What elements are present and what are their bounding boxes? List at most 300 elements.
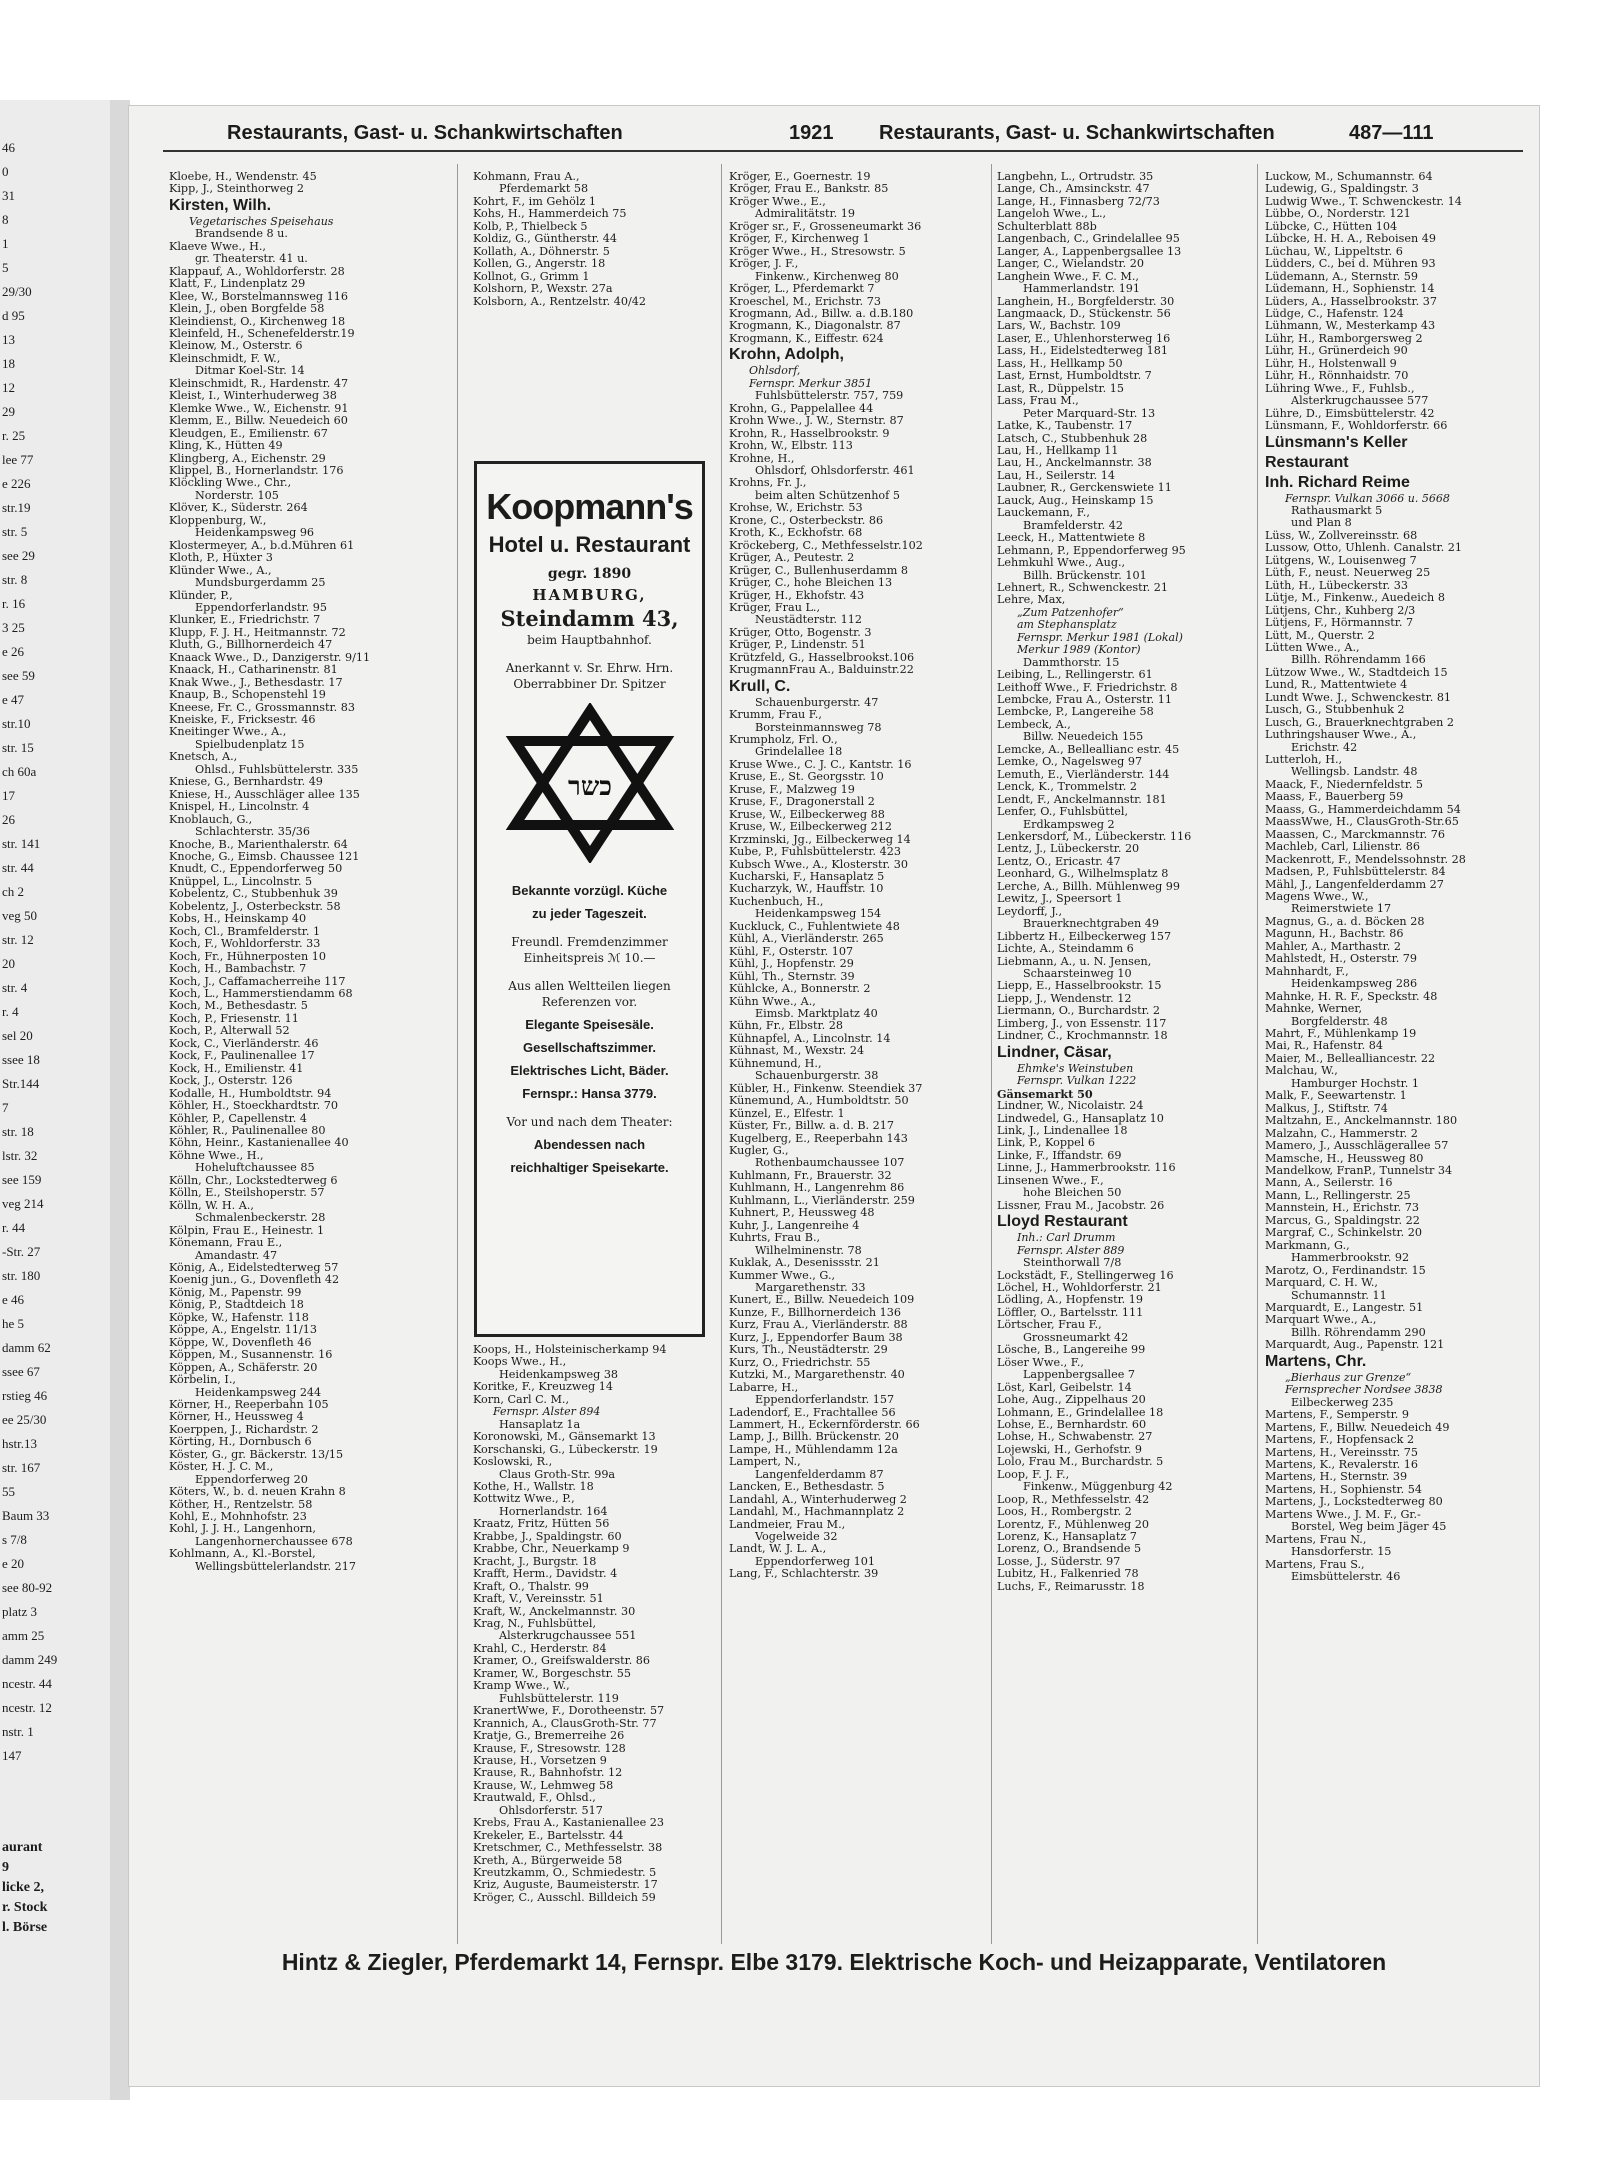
directory-entry: Lau, H., Hellkamp 11 [997, 444, 1119, 457]
advert-street: Steindamm 43, [500, 606, 679, 631]
directory-entry: Kühn, Fr., Elbstr. 28 [729, 1020, 843, 1033]
directory-entry: Lusch, G., Brauerknechtgraben 2 [1265, 716, 1454, 729]
previous-page-strip [0, 100, 110, 2100]
directory-entry: Kohmann, Frau A., [473, 171, 580, 183]
directory-entry: Ohlsdorf, [749, 364, 801, 378]
directory-entry: Admiralitätstr. 19 [755, 208, 855, 221]
directory-entry: Kurz, J., Eppendorfer Baum 38 [729, 1331, 903, 1344]
directory-entry: Kühlcke, A., Bonnerstr. 2 [729, 983, 871, 996]
previous-page-line: ch 60a [2, 764, 37, 779]
column-1 [169, 171, 421, 1941]
directory-entry: Lohse, E., Bernhardstr. 60 [997, 1418, 1147, 1431]
directory-entry: Lindner, C., Krochmannstr. 18 [997, 1030, 1168, 1043]
directory-entry: Kraft, O., Thalstr. 99 [473, 1580, 589, 1593]
directory-entry: Labarre, H., [729, 1381, 799, 1394]
directory-entry: Lünsmann, F., Wohldorferstr. 66 [1265, 420, 1448, 433]
previous-page-line: ssee 67 [2, 1364, 40, 1379]
directory-entry: Lenfer, O., Fuhlsbüttel, [997, 806, 1129, 819]
directory-entry: Krabbe, J., Spaldingstr. 60 [473, 1530, 622, 1543]
directory-entry: Eimsbüttelerstr. 46 [1291, 1571, 1401, 1584]
directory-entry: Löst, Karl, Geibelstr. 14 [997, 1381, 1132, 1394]
advert-title: Koopmann's [486, 486, 693, 527]
directory-entry: Limberg, J., von Essenstr. 117 [997, 1017, 1167, 1030]
directory-entry: Kröger sr., F., Grosseneumarkt 36 [729, 220, 922, 233]
directory-entry: Fernspr. Alster 889 [1017, 1243, 1125, 1257]
directory-entry: Lockstädt, F., Stellingerweg 16 [997, 1269, 1174, 1282]
directory-entry: Lubitz, H., Falkenried 78 [997, 1568, 1139, 1581]
directory-entry: Ohlsdorf, Ohlsdorferstr. 461 [755, 464, 915, 477]
directory-entry: Borstel, Weg beim Jäger 45 [1291, 1521, 1447, 1534]
directory-entry: Schauenburgerstr. 47 [755, 696, 879, 709]
directory-entry: König, A., Eidelstedterweg 57 [169, 1261, 339, 1274]
directory-entry: Kottwitz Wwe., P., [473, 1493, 575, 1506]
directory-entry: Lauckemann, F., [997, 507, 1090, 520]
directory-entry: Kreth, A., Bürgerweide 58 [473, 1854, 623, 1867]
directory-entry: Mann, A., Seilerstr. 16 [1265, 1177, 1393, 1190]
directory-entry: Köppe, A., Engelstr. 11/13 [169, 1324, 318, 1337]
directory-entry: Körner, H., Heussweg 4 [169, 1411, 304, 1424]
advert-theater-1: Vor und nach dem Theater: [506, 1115, 673, 1129]
directory-entry: Magnus, G., a. d. Böcken 28 [1265, 915, 1425, 928]
directory-entry: Wilhelminenstr. 78 [755, 1244, 862, 1257]
directory-entry: Norderstr. 105 [195, 489, 279, 502]
previous-page-line: r. 25 [2, 428, 26, 443]
directory-entry: Lühr, H., Holstenwall 9 [1265, 357, 1397, 370]
directory-entry: Krag, N., Fuhlsbüttel, [473, 1617, 596, 1630]
directory-entry: Krause, F., Stresowstr. 128 [473, 1742, 626, 1755]
directory-entry: Brauerknechtgraben 49 [1023, 918, 1159, 931]
directory-entry: Köhler, P., Capellenstr. 4 [169, 1112, 307, 1125]
directory-entry: Kröckeberg, C., Methfesselstr.102 [729, 539, 923, 552]
directory-entry: Koch, F., Wohldorferstr. 33 [169, 938, 321, 951]
directory-entry: Mamero, J., Ausschlägerallee 57 [1265, 1140, 1449, 1153]
directory-entry: Martens Wwe., J. M. F., Gr.- [1265, 1508, 1421, 1521]
previous-page-line: amm 25 [2, 1628, 45, 1643]
directory-entry: Krüger, C., Bullenhuserdamm 8 [729, 564, 909, 577]
directory-entry: Kollath, A., Döhnerstr. 5 [473, 245, 610, 258]
directory-entry: Krüger, A., Peutestr. 2 [729, 552, 855, 565]
directory-entry: Reimerstwiete 17 [1291, 903, 1392, 916]
directory-entry: Lindner, W., Nicolaistr. 24 [997, 1100, 1144, 1113]
directory-entry: Köther, H., Rentzelstr. 58 [169, 1498, 313, 1511]
directory-entry: Maassen, C., Marckmannstr. 76 [1265, 828, 1445, 841]
directory-entry: Mahnke, Werner, [1265, 1003, 1363, 1016]
directory-entry: Heidenkampsweg 286 [1291, 978, 1418, 991]
directory-entry: Lüdders, C., bei d. Mühren 93 [1265, 258, 1436, 271]
directory-entry: Martens, H., Sophienstr. 54 [1265, 1483, 1422, 1496]
directory-entry: Claus Groth-Str. 99a [499, 1468, 616, 1481]
directory-entry: Marotz, O., Ferdinandstr. 15 [1265, 1264, 1426, 1277]
directory-entry: Körbelin, I., [169, 1374, 236, 1387]
previous-page-line: 29 [2, 404, 15, 419]
column-2-bottom [473, 1344, 725, 1944]
directory-entry: Krekeler, E., Bartelsstr. 44 [473, 1829, 624, 1842]
directory-entry: Hammerlandstr. 191 [1023, 283, 1141, 296]
directory-entry: Langenhornerchaussee 678 [195, 1535, 353, 1548]
directory-entry: Krone, C., Osterbeckstr. 86 [729, 514, 884, 527]
directory-entry: Kretschmer, C., Methfesselstr. 38 [473, 1842, 663, 1855]
directory-entry: Mahler, A., Marthastr. 2 [1265, 940, 1401, 953]
directory-entry: Kühl, F., Osterstr. 107 [729, 945, 854, 958]
directory-entry: Koslowski, R., [473, 1456, 553, 1469]
directory-entry: Amandastr. 47 [195, 1249, 278, 1262]
directory-entry: Eppendorferlandstr. 95 [195, 601, 327, 614]
directory-entry: Kraft, V., Vereinsstr. 51 [473, 1593, 604, 1606]
directory-entry: Dammthorstr. 15 [1023, 656, 1120, 669]
directory-entry: Krohns, Fr. J., [729, 477, 807, 490]
directory-entry: Krebs, Frau A., Kastanienallee 23 [473, 1817, 665, 1830]
directory-entry: Ditmar Koel-Str. 14 [195, 365, 305, 378]
advert-society: Gesellschaftszimmer. [523, 1040, 656, 1055]
directory-entry: Kohl, E., Mohnhofstr. 23 [169, 1511, 307, 1524]
directory-entry: Ohlsdorferstr. 517 [499, 1804, 603, 1817]
previous-page-line: e 47 [2, 692, 25, 707]
directory-entry: Krohn, G., Pappelallee 44 [729, 402, 874, 415]
directory-entry: Lübcke, H. H. A., Reboisen 49 [1265, 233, 1436, 246]
directory-entry: Grossneumarkt 42 [1023, 1331, 1129, 1344]
advert-references-2: Referenzen vor. [541, 995, 638, 1009]
previous-page-line: str. 141 [2, 836, 41, 851]
directory-entry: Lehre, Max, [997, 594, 1066, 607]
directory-entry: Heidenkampsweg 244 [195, 1386, 322, 1399]
directory-entry: Marquardt, E., Langestr. 51 [1265, 1301, 1424, 1314]
previous-page-line: ncestr. 44 [2, 1676, 52, 1691]
directory-entry: Lampe, H., Mühlendamm 12a [729, 1443, 898, 1456]
directory-entry: Lüdemann, A., Sternstr. 59 [1265, 270, 1419, 283]
previous-page-line: 1 [2, 236, 9, 251]
directory-entry: Kraft, W., Anckelmannstr. 30 [473, 1605, 636, 1618]
directory-entry: Langhein Wwe., F. C. M., [997, 270, 1139, 283]
directory-entry: Kühn Wwe., A., [729, 995, 816, 1008]
directory-entry: Kohrt, F., im Gehölz 1 [473, 195, 597, 208]
directory-entry: Loop, R., Methfesselstr. 42 [997, 1493, 1150, 1506]
directory-entry: Kloebe, H., Wendenstr. 45 [169, 171, 317, 183]
directory-entry: Madsen, P., Fuhlsbüttelerstr. 84 [1265, 866, 1446, 879]
directory-entry: Lübbe, O., Norderstr. 121 [1265, 208, 1411, 221]
previous-page-line: 29/30 [2, 284, 32, 299]
directory-entry: Erichstr. 42 [1291, 741, 1358, 754]
directory-heading: Restaurant [1265, 453, 1349, 471]
advert-city: HAMBURG, [532, 586, 647, 604]
directory-entry: Schaarsteinweg 10 [1023, 968, 1132, 980]
directory-entry: Eppendorferweg 20 [195, 1473, 308, 1486]
directory-entry: Fuhlsbüttelerstr. 119 [499, 1692, 619, 1705]
directory-entry: Klippel, B., Hornerlandstr. 176 [169, 464, 344, 477]
directory-entry: Kuhlmann, L., Vierländerstr. 259 [729, 1194, 915, 1207]
directory-entry: Eimsb. Marktplatz 40 [755, 1008, 878, 1020]
directory-heading: Martens, Chr. [1265, 1352, 1367, 1370]
directory-entry: Lass, H., Hellkamp 50 [997, 357, 1123, 370]
previous-page-line: ncestr. 12 [2, 1700, 52, 1715]
directory-entry: Koronowski, M., Gänsemarkt 13 [473, 1431, 656, 1444]
directory-entry: Kruse Wwe., C. J. C., Kantstr. 16 [729, 758, 912, 771]
directory-entry: Lüders, A., Hasselbrookstr. 37 [1265, 295, 1437, 308]
previous-page-line: str. 5 [2, 524, 28, 539]
directory-entry: Lau, H., Seilerstr. 14 [997, 469, 1115, 482]
directory-entry: Koerppen, J., Richardstr. 2 [169, 1423, 319, 1436]
previous-page-line: str. 180 [2, 1268, 41, 1283]
directory-entry: Koch, P., Alterwall 52 [169, 1025, 290, 1038]
previous-page-line: hstr.13 [2, 1436, 38, 1451]
directory-entry: Knudt, C., Eppendorferweg 50 [169, 863, 343, 876]
previous-page-line: 8 [2, 212, 9, 227]
previous-page-line: r. 16 [2, 596, 26, 611]
advert-subtitle: Hotel u. Restaurant [488, 532, 691, 557]
directory-entry: Krohn, W., Elbstr. 113 [729, 440, 853, 453]
directory-entry: Kroeschel, M., Erichstr. 73 [729, 295, 881, 308]
directory-entry: Fernspr. Vulkan 1222 [1017, 1074, 1137, 1088]
directory-entry: Lembcke, Frau A., Osterstr. 11 [997, 694, 1172, 707]
previous-page-line: s 7/8 [2, 1532, 27, 1547]
directory-heading: Krull, C. [729, 677, 791, 695]
directory-entry: Alsterkrugchaussee 551 [499, 1630, 637, 1643]
directory-entry: Ludewig, G., Spaldingstr. 3 [1265, 183, 1419, 196]
directory-entry: Kock, H., Emilienstr. 41 [169, 1062, 304, 1075]
directory-entry: Löchel, H., Wohldorferstr. 21 [997, 1281, 1162, 1294]
directory-entry: Kröger Wwe., E., [729, 195, 826, 208]
directory-entry: Korschanski, G., Lübeckerstr. 19 [473, 1443, 658, 1456]
directory-entry: Mahnke, H. R. F., Speckstr. 48 [1265, 990, 1438, 1003]
directory-entry: Kroth, K., Eckhofstr. 68 [729, 527, 863, 540]
directory-entry: Gänsemarkt 50 [997, 1086, 1093, 1101]
directory-entry: Krohn Wwe., J. W., Sternstr. 87 [729, 415, 904, 428]
previous-page-line: str. 167 [2, 1460, 41, 1475]
directory-entry: Löffler, O., Bartelsstr. 111 [997, 1306, 1144, 1319]
directory-entry: Klein, J., oben Borgfelde 58 [169, 303, 325, 316]
directory-entry: „Zum Patzenhofer“ [1017, 605, 1124, 619]
directory-entry: Lammert, H., Eckernförderstr. 66 [729, 1418, 920, 1431]
directory-entry: Kurz, O., Friedrichstr. 55 [729, 1356, 871, 1369]
directory-entry: Martens, F., Semperstr. 9 [1265, 1409, 1409, 1422]
directory-entry: Knoche, B., Marienthalerstr. 64 [169, 838, 348, 851]
directory-entry: Knüppel, L., Lincolnstr. 5 [169, 875, 313, 888]
directory-entry: Landmeier, Frau M., [729, 1518, 846, 1531]
directory-entry: Lehmkuhl Wwe., Aug., [997, 557, 1126, 570]
directory-entry: Lembeck, A., [997, 718, 1071, 731]
directory-entry: Lerche, A., Billh. Mühlenweg 99 [997, 880, 1181, 893]
directory-entry: Kröger, C., Ausschl. Billdeich 59 [473, 1891, 656, 1904]
column-divider [1257, 164, 1258, 1944]
directory-entry: Lutterloh, H., [1265, 754, 1343, 767]
directory-entry: Kloth, P., Hüxter 3 [169, 552, 273, 565]
directory-entry: Bramfelderstr. 42 [1023, 519, 1124, 532]
directory-entry: Langbehn, L., Ortrudstr. 35 [997, 171, 1154, 183]
previous-page-ad-line: aurant [2, 1840, 43, 1855]
directory-entry: Kölpin, Frau E., Heinestr. 1 [169, 1224, 325, 1237]
directory-entry: Lund, R., Mattentwiete 4 [1265, 679, 1408, 692]
directory-entry: Steinthorwall 7/8 [1023, 1257, 1122, 1270]
directory-entry: Malzahn, C., Hammerstr. 2 [1265, 1127, 1418, 1140]
directory-entry: Kohlmann, A., Kl.-Borstel, [169, 1548, 316, 1561]
previous-page-line: he 5 [2, 1316, 25, 1331]
previous-page-line: 0 [2, 164, 9, 179]
directory-entry: hohe Bleichen 50 [1023, 1187, 1122, 1200]
directory-entry: Billh. Brückenstr. 101 [1023, 569, 1147, 582]
previous-page-line: str. 44 [2, 860, 34, 875]
directory-entry: Kohl, J. J. H., Langenhorn, [169, 1523, 316, 1536]
directory-entry: Korn, Carl C. M., [473, 1393, 570, 1406]
directory-entry: Loos, H., Rombergstr. 2 [997, 1506, 1132, 1519]
directory-entry: Knispel, H., Lincolnstr. 4 [169, 801, 310, 814]
directory-entry: Alsterkrugchaussee 577 [1291, 395, 1429, 408]
directory-entry: Martens, K., Revalerstr. 16 [1265, 1458, 1418, 1471]
directory-entry: Lampert, N., [729, 1456, 801, 1469]
directory-entry: Kodalle, H., Humboldtstr. 94 [169, 1087, 332, 1100]
directory-entry: Krannich, A., ClausGroth-Str. 77 [473, 1717, 657, 1730]
directory-entry: Kurs, Th., Neustädterstr. 29 [729, 1344, 888, 1357]
directory-entry: Landahl, M., Hachmannplatz 2 [729, 1506, 905, 1519]
directory-entry: Hammerbrookstr. 92 [1291, 1252, 1410, 1265]
directory-entry: Hamburger Hochstr. 1 [1291, 1077, 1419, 1090]
directory-entry: Linsenen Wwe., F., [997, 1174, 1104, 1187]
directory-entry: Krumpholz, Frl. O., [729, 734, 838, 747]
directory-entry: Klatt, F., Lindenplatz 29 [169, 278, 306, 291]
directory-entry: Lembcke, P., Langereihe 58 [997, 706, 1154, 719]
previous-page-ad-line: 9 [2, 1860, 9, 1875]
directory-entry: Kniese, G., Bernhardstr. 49 [169, 776, 323, 789]
directory-heading: Kirsten, Wilh. [169, 196, 272, 214]
directory-entry: Spielbudenplatz 15 [195, 738, 305, 751]
directory-entry: Kleist, I., Winterhuderweg 38 [169, 390, 337, 403]
directory-entry: Krause, R., Bahnhofstr. 12 [473, 1767, 623, 1780]
previous-page-line: r. 4 [2, 1004, 19, 1019]
directory-entry: Kugelberg, E., Reeperbahn 143 [729, 1132, 908, 1145]
directory-entry: Krüger, P., Lindenstr. 51 [729, 639, 866, 652]
directory-entry: Lichte, A., Steindamm 6 [997, 943, 1134, 956]
directory-entry: Kube, P., Fuhlsbüttelerstr. 423 [729, 846, 901, 859]
directory-entry: Wellingsb. Landstr. 48 [1291, 766, 1418, 779]
directory-entry: Mahrt, F., Mühlenkamp 19 [1265, 1028, 1417, 1040]
column-divider [721, 164, 722, 1944]
directory-entry: gr. Theaterstr. 41 u. [195, 253, 308, 266]
directory-entry: Koch, H., Bambachstr. 7 [169, 963, 307, 976]
directory-entry: Lorenz, O., Brandsende 5 [997, 1543, 1142, 1556]
directory-entry: Kröger Wwe., H., Stresowstr. 5 [729, 245, 906, 258]
directory-entry: Kölln, W. H. A., [169, 1199, 254, 1212]
directory-entry: Mann, L., Rellingerstr. 25 [1265, 1189, 1411, 1202]
directory-entry: Schauenburgerstr. 38 [755, 1070, 879, 1083]
directory-entry: Marquardt, Aug., Papenstr. 121 [1265, 1339, 1445, 1352]
directory-entry: Kock, F., Paulinenallee 17 [169, 1050, 315, 1063]
previous-page-line: str. 12 [2, 932, 34, 947]
directory-entry: Köpke, W., Hafenstr. 118 [169, 1311, 309, 1324]
previous-page-line: 147 [2, 1748, 22, 1763]
directory-entry: Krohne, H., [729, 452, 795, 465]
directory-entry: Kuckluck, C., Fuhlentwiete 48 [729, 920, 900, 933]
directory-entry: Koldiz, G., Güntherstr. 44 [473, 233, 618, 246]
directory-entry: Körner, H., Reeperbahn 105 [169, 1398, 329, 1411]
directory-entry: Lützow Wwe., W., Stadtdeich 15 [1265, 666, 1448, 679]
directory-entry: Schlachterstr. 35/36 [195, 826, 311, 839]
directory-entry: Lenkersdorf, M., Lübeckerstr. 116 [997, 831, 1192, 844]
directory-entry: Billh. Röhrendamm 290 [1291, 1326, 1426, 1339]
column-divider [991, 164, 992, 1944]
directory-entry: Mundsburgerdamm 25 [195, 577, 326, 590]
directory-entry: Lütjens, F., Hörmannstr. 7 [1265, 617, 1414, 630]
directory-entry: Kling, K., Hütten 49 [169, 440, 283, 453]
directory-entry: Lütgens, W., Louisenweg 7 [1265, 554, 1417, 567]
directory-entry: Kruse, W., Eilbeckerweg 88 [729, 808, 885, 821]
directory-entry: Köppen, M., Susannenstr. 16 [169, 1349, 333, 1362]
directory-entry: Langenfelderdamm 87 [755, 1468, 884, 1481]
directory-entry: Lindwedel, G., Hansaplatz 10 [997, 1112, 1164, 1125]
directory-entry: Martens, J., Lockstedterweg 80 [1265, 1496, 1443, 1509]
previous-page-line: 26 [2, 812, 15, 827]
directory-entry: Lüth, F., neust. Neuerweg 25 [1265, 567, 1431, 580]
directory-entry: Krause, W., Lehmweg 58 [473, 1779, 614, 1792]
directory-entry: Krogmann, K., Diagonalstr. 87 [729, 320, 901, 333]
directory-entry: Krause, H., Vorsetzen 9 [473, 1754, 607, 1767]
directory-entry: Lühr, H., Ramborgersweg 2 [1265, 332, 1423, 345]
directory-entry: Mandelkow, FranP., Tunnelstr 34 [1265, 1164, 1453, 1177]
previous-page-line: platz 3 [2, 1604, 38, 1619]
previous-page-line: rstieg 46 [2, 1388, 48, 1403]
directory-entry: Klingberg, A., Eichenstr. 29 [169, 452, 326, 465]
directory-entry: Kunze, F., Billhornerdeich 136 [729, 1306, 901, 1319]
previous-page-line: 7 [2, 1100, 9, 1115]
previous-page-line: veg 50 [2, 908, 38, 923]
directory-entry: Martens, Frau N., [1265, 1533, 1367, 1546]
directory-entry: Koch, Cl., Bramfelderstr. 1 [169, 925, 321, 938]
directory-entry: Latsch, C., Stubbenhuk 28 [997, 432, 1148, 445]
directory-entry: Krumm, Frau F., [729, 709, 822, 722]
directory-entry: Krabbe, Chr., Neuerkamp 9 [473, 1543, 630, 1556]
previous-page-line: str. 15 [2, 740, 34, 755]
column-4 [997, 171, 1249, 1941]
advert-rooms-1: Freundl. Fremdenzimmer [511, 935, 668, 949]
directory-entry: Lass, H., Eidelstedterweg 181 [997, 345, 1168, 358]
directory-entry: Kracht, J., Burgstr. 18 [473, 1555, 597, 1568]
directory-entry: Kobelentz, J., Osterbeckstr. 58 [169, 900, 341, 913]
running-header [129, 118, 1539, 152]
directory-entry: Köhler, R., Paulinenallee 80 [169, 1124, 326, 1137]
directory-entry: Lissner, Frau M., Jacobstr. 26 [997, 1199, 1165, 1212]
directory-entry: Kramp Wwe., W., [473, 1680, 570, 1693]
directory-entry: Kollen, G., Angerstr. 18 [473, 258, 606, 271]
directory-entry: Lentz, J., Lübeckerstr. 20 [997, 843, 1140, 856]
directory-entry: Kolb, P., Thielbeck 5 [473, 220, 588, 233]
previous-page-line: 3 25 [2, 620, 25, 635]
previous-page-line: 18 [2, 356, 15, 371]
directory-entry: Köhn, Heinr., Kastanienallee 40 [169, 1137, 349, 1150]
directory-entry: Kröger, L., Pferdemarkt 7 [729, 283, 875, 296]
directory-entry: Knaup, B., Schopenstehl 19 [169, 689, 326, 702]
directory-entry: Lütt, M., Querstr. 2 [1265, 629, 1375, 642]
directory-entry: Liermann, O., Burchardstr. 2 [997, 1005, 1160, 1018]
directory-entry: Lusch, G., Stubbenhuk 2 [1265, 704, 1405, 717]
previous-page-line: str. 18 [2, 1124, 34, 1139]
previous-page-line: 31 [2, 188, 15, 203]
directory-entry: Inh.: Carl Drumm [1017, 1231, 1116, 1245]
directory-entry: Lorentz, F., Mühlenweg 20 [997, 1518, 1149, 1531]
directory-entry: Kobs, H., Heinskamp 40 [169, 913, 307, 926]
directory-entry: Kleindienst, O., Kirchenweg 18 [169, 315, 346, 328]
directory-entry: Lüth, H., Lübeckerstr. 33 [1265, 579, 1409, 592]
directory-entry: Krafft, Herm., Davidstr. 4 [473, 1568, 618, 1581]
directory-entry: Knoblauch, G., [169, 813, 253, 826]
directory-entry: Lemuth, E., Vierländerstr. 144 [997, 768, 1170, 781]
directory-entry: Krahl, C., Herderstr. 84 [473, 1642, 607, 1655]
directory-entry: Eppendorferlandstr. 157 [755, 1394, 895, 1407]
directory-entry: Koch, P., Friesenstr. 11 [169, 1012, 299, 1025]
directory-heading: Inh. Richard Reime [1265, 473, 1410, 491]
header-rule [163, 150, 1523, 152]
directory-entry: Markmann, G., [1265, 1239, 1350, 1252]
directory-entry: Fernspr. Alster 894 [493, 1405, 601, 1419]
directory-entry: Mamsche, H., Heussweg 80 [1265, 1152, 1424, 1165]
directory-entry: Kruse, F., Dragonerstall 2 [729, 796, 875, 809]
previous-page-ad-line: l. Börse [2, 1920, 48, 1935]
